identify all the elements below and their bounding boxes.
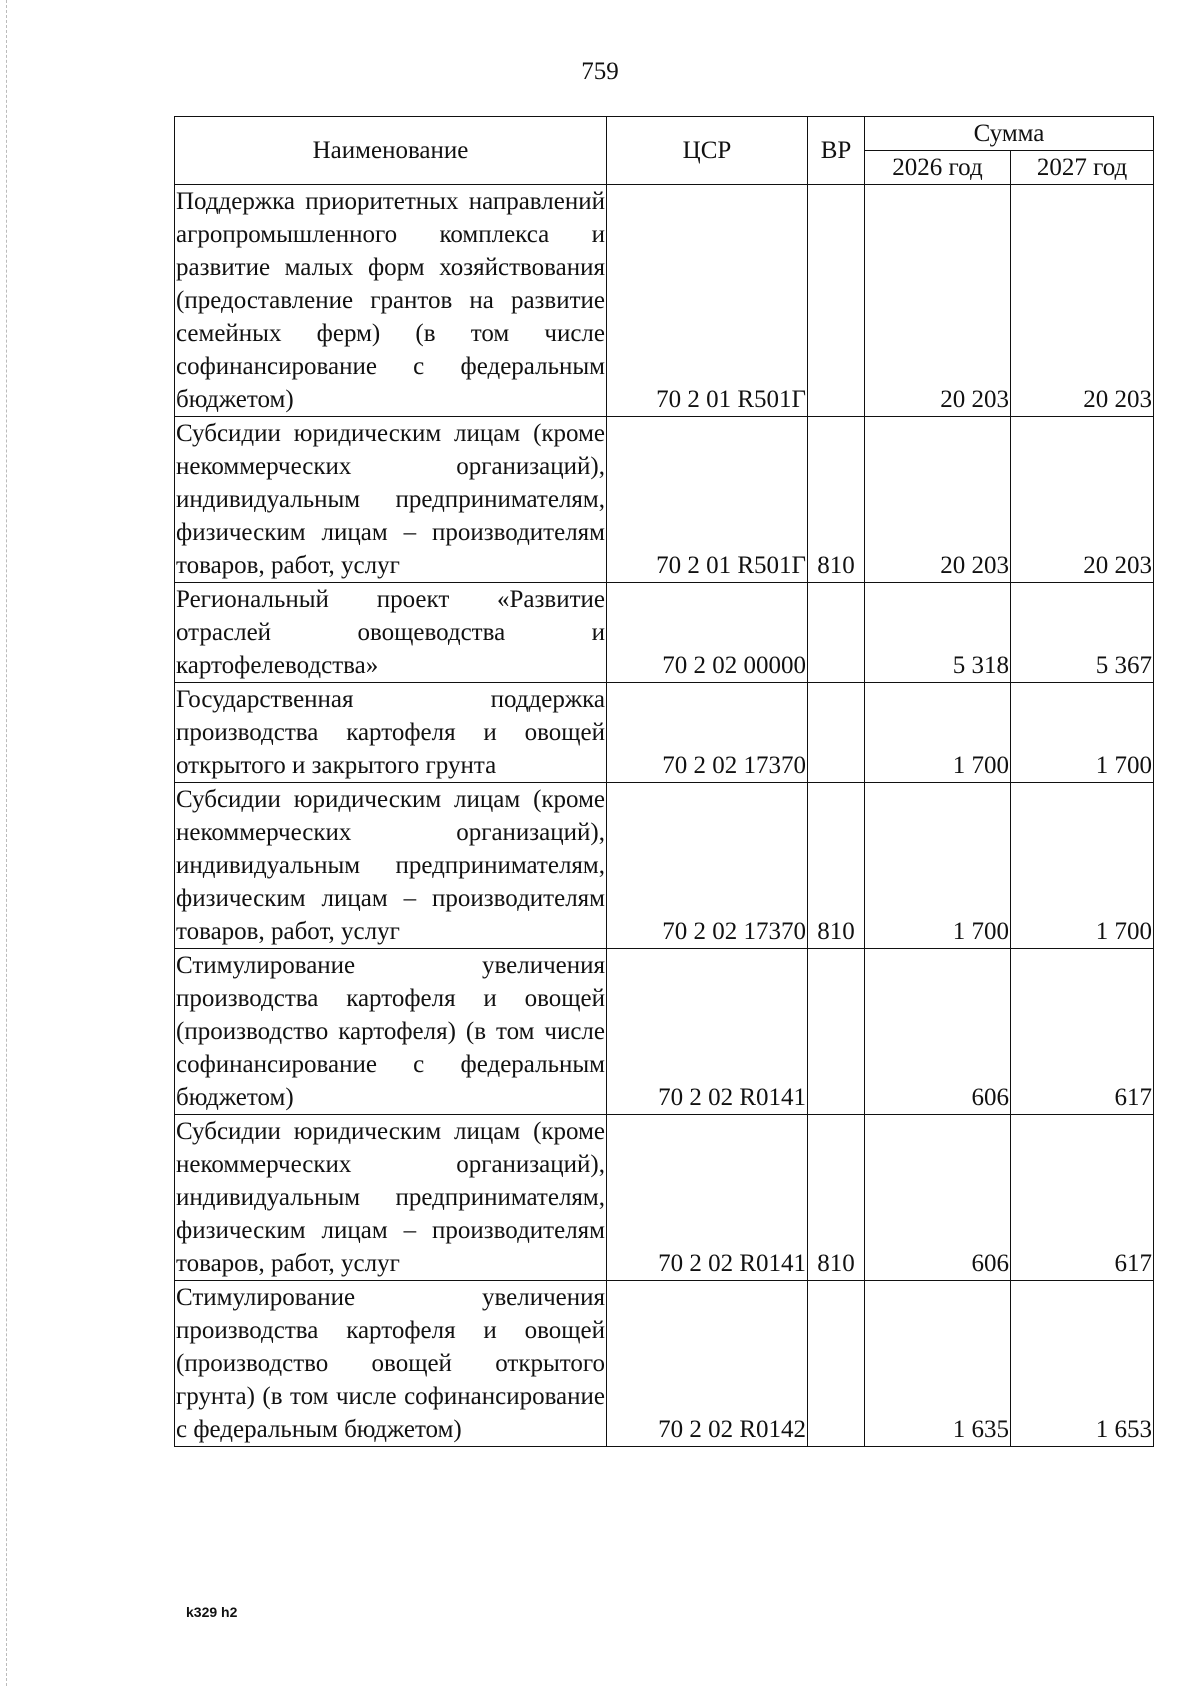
row-vr (808, 1281, 865, 1447)
row-sum-2027: 5 367 (1011, 583, 1154, 683)
header-year-2027: 2027 год (1011, 151, 1154, 185)
row-csr: 70 2 02 R0141 (607, 949, 808, 1115)
row-name: Региональный проект «Развитие отраслей овощеводства и картофелеводства» (175, 583, 607, 683)
row-name: Стимулирование увеличения производства картофеля и овощей (производство овощей открытого грунта) (в том числе софинансирование с федеральным бюджетом) (175, 1281, 607, 1447)
footer-document-code: k329 h2 (186, 1604, 238, 1620)
table-row (175, 1115, 1154, 1281)
row-vr (808, 683, 865, 783)
page-number: 759 (581, 58, 619, 85)
table-row (175, 783, 1154, 949)
header-year-2026: 2026 год (865, 151, 1011, 185)
header-csr: ЦСР (607, 117, 808, 185)
row-vr: 810 (808, 417, 865, 583)
row-vr (808, 185, 865, 417)
row-sum-2027: 20 203 (1011, 185, 1154, 417)
row-sum-2026: 20 203 (865, 185, 1011, 417)
scan-margin-line (6, 0, 7, 1686)
row-vr (808, 583, 865, 683)
row-name: Стимулирование увеличения производства картофеля и овощей (производство картофеля) (в том числе софинансирование с федеральным бюджетом) (175, 949, 607, 1115)
row-csr: 70 2 02 17370 (607, 783, 808, 949)
row-sum-2026: 606 (865, 949, 1011, 1115)
table-row (175, 583, 1154, 683)
row-sum-2026: 1 700 (865, 683, 1011, 783)
row-sum-2026: 20 203 (865, 417, 1011, 583)
row-sum-2026: 1 635 (865, 1281, 1011, 1447)
row-csr: 70 2 02 R0141 (607, 1115, 808, 1281)
budget-table (174, 116, 1154, 1447)
row-csr: 70 2 02 17370 (607, 683, 808, 783)
row-csr: 70 2 02 R0142 (607, 1281, 808, 1447)
row-sum-2027: 1 653 (1011, 1281, 1154, 1447)
row-sum-2027: 617 (1011, 949, 1154, 1115)
row-vr (808, 949, 865, 1115)
row-name: Государственная поддержка производства картофеля и овощей открытого и закрытого грунта (175, 683, 607, 783)
row-name: Субсидии юридическим лицам (кроме некоммерческих организаций), индивидуальным предпринимателям, физическим лицам – производителям товаров, работ, услуг (175, 417, 607, 583)
row-vr: 810 (808, 783, 865, 949)
row-sum-2027: 1 700 (1011, 683, 1154, 783)
row-name: Субсидии юридическим лицам (кроме некоммерческих организаций), индивидуальным предпринимателям, физическим лицам – производителям товаров, работ, услуг (175, 1115, 607, 1281)
row-sum-2027: 617 (1011, 1115, 1154, 1281)
row-sum-2027: 1 700 (1011, 783, 1154, 949)
row-sum-2026: 606 (865, 1115, 1011, 1281)
header-vr: ВР (808, 117, 865, 185)
row-vr: 810 (808, 1115, 865, 1281)
row-sum-2027: 20 203 (1011, 417, 1154, 583)
row-sum-2026: 5 318 (865, 583, 1011, 683)
row-sum-2026: 1 700 (865, 783, 1011, 949)
table-header-row (175, 117, 1154, 151)
header-name: Наименование (175, 117, 607, 185)
row-csr: 70 2 02 00000 (607, 583, 808, 683)
row-name: Субсидии юридическим лицам (кроме некоммерческих организаций), индивидуальным предпринимателям, физическим лицам – производителям товаров, работ, услуг (175, 783, 607, 949)
row-name: Поддержка приоритетных направлений агропромышленного комплекса и развитие малых форм хозяйствования (предоставление грантов на развитие семейных ферм) (в том числе софинансирование с федеральным бюджетом) (175, 185, 607, 417)
table-row (175, 1281, 1154, 1447)
table-row (175, 683, 1154, 783)
row-csr: 70 2 01 R501Г (607, 185, 808, 417)
table-row (175, 185, 1154, 417)
table-row (175, 949, 1154, 1115)
row-csr: 70 2 01 R501Г (607, 417, 808, 583)
table-row (175, 417, 1154, 583)
header-sum: Сумма (865, 117, 1154, 151)
